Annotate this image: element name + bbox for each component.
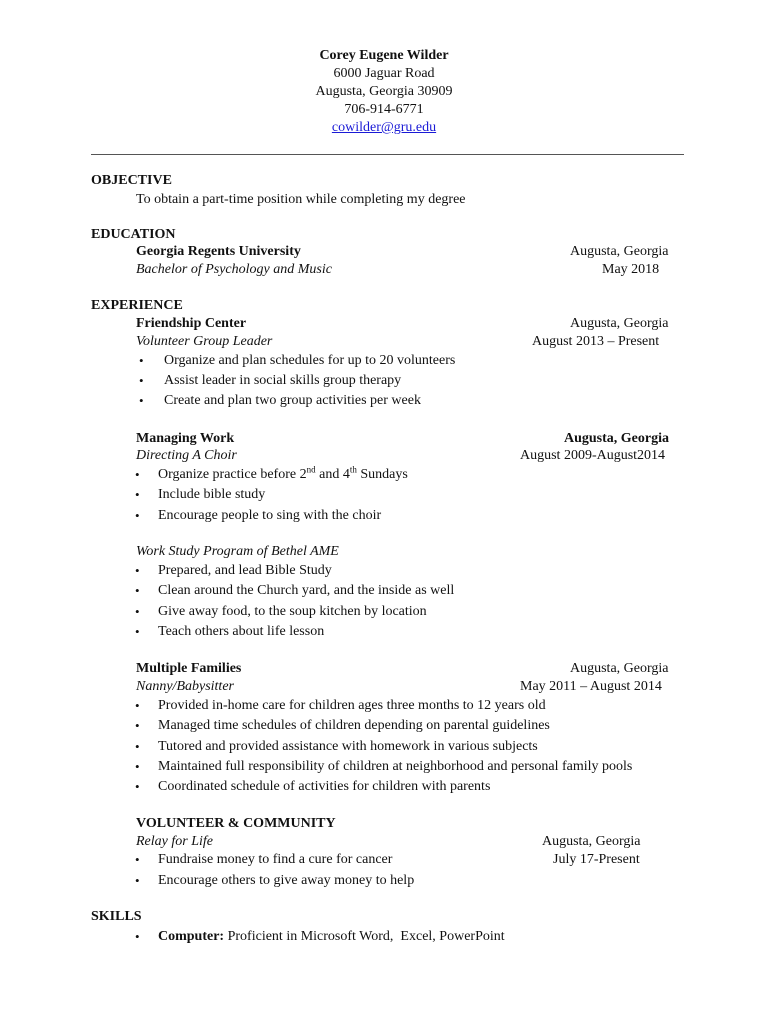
families-dates: May 2011 – August 2014 [520,679,662,694]
families-role: Nanny/Babysitter [136,679,234,694]
bullet-icon: • [135,583,140,598]
bullet-icon: • [135,779,140,794]
address-line: 6000 Jaguar Road [333,66,435,81]
graduation-date: May 2018 [602,262,660,277]
friendship-role: Volunteer Group Leader [136,334,273,349]
list-item: Assist leader in social skills group therapy [164,373,402,388]
managing-location: Augusta, Georgia [564,431,669,446]
list-item: Give away food, to the soup kitchen by location [158,604,427,619]
list-item: Managed time schedules of children depending on parental guidelines [158,718,550,733]
bullet-icon: • [135,604,140,619]
bullet-icon: • [135,508,140,523]
bullet-icon: • [135,698,140,713]
list-item: Create and plan two group activities per week [164,393,421,408]
resume-name: Corey Eugene Wilder [319,48,449,63]
volunteer-location: Augusta, Georgia [542,834,641,849]
email-container [0,119,768,137]
workstudy-role: Work Study Program of Bethel AME [136,544,339,559]
list-item: Encourage others to give away money to help [158,873,415,888]
list-item: Fundraise money to find a cure for cancer [158,852,393,867]
bullet-icon: • [135,759,140,774]
friendship-location: Augusta, Georgia [570,316,669,331]
header-divider [91,154,684,155]
managing-role: Directing A Choir [136,448,237,463]
bullet-icon: • [135,563,140,578]
skills-text: Proficient in Microsoft Word, Excel, PowerPoint [224,929,505,944]
list-item: Maintained full responsibility of children at neighborhood and personal family pools [158,759,633,774]
list-item: Coordinated schedule of activities for children with parents [158,779,491,794]
bullet-icon: • [139,373,144,388]
degree-name: Bachelor of Psychology and Music [136,262,332,277]
phone-number: 706-914-6771 [344,102,424,117]
bullet-icon: • [139,353,144,368]
managing-dates: August 2009-August2014 [520,448,666,463]
list-item: Teach others about life lesson [158,624,325,639]
friendship-dates: August 2013 – Present [532,334,660,349]
school-name: Georgia Regents University [136,244,301,259]
list-item: Include bible study [158,487,266,502]
bullet-icon: • [135,624,140,639]
managing-org: Managing Work [136,431,235,446]
skills-heading: SKILLS [91,909,142,924]
volunteer-dates: July 17-Present [553,852,640,867]
bullet-icon: • [135,873,140,888]
list-item: Clean around the Church yard, and the inside as well [158,583,455,598]
city-state-zip: Augusta, Georgia 30909 [315,84,453,99]
list-item: Provided in-home care for children ages three months to 12 years old [158,698,546,713]
bullet-icon: • [135,467,140,482]
objective-text: To obtain a part-time position while completing my degree [136,192,466,207]
list-item: Encourage people to sing with the choir [158,508,382,523]
friendship-org: Friendship Center [136,316,247,331]
skills-item [158,928,505,946]
bullet-icon: • [135,487,140,502]
bullet-icon: • [135,929,140,944]
families-location: Augusta, Georgia [570,661,669,676]
school-location: Augusta, Georgia [570,244,669,259]
list-item: Organize practice before 2nd and 4th Sundays [158,464,408,482]
education-heading: EDUCATION [91,227,176,242]
list-item: Tutored and provided assistance with homework in various subjects [158,739,538,754]
objective-heading: OBJECTIVE [91,173,172,188]
list-item: Prepared, and lead Bible Study [158,563,332,578]
email-link[interactable]: cowilder@gru.edu [331,120,437,135]
list-item: Organize and plan schedules for up to 20 volunteers [164,353,456,368]
volunteer-heading: VOLUNTEER & COMMUNITY [136,816,336,831]
bullet-icon: • [135,852,140,867]
bullet-icon: • [139,393,144,408]
volunteer-org: Relay for Life [136,834,213,849]
bullet-icon: • [135,739,140,754]
bullet-icon: • [135,718,140,733]
experience-heading: EXPERIENCE [91,298,183,313]
families-org: Multiple Families [136,661,242,676]
skills-label: Computer: [158,929,225,944]
